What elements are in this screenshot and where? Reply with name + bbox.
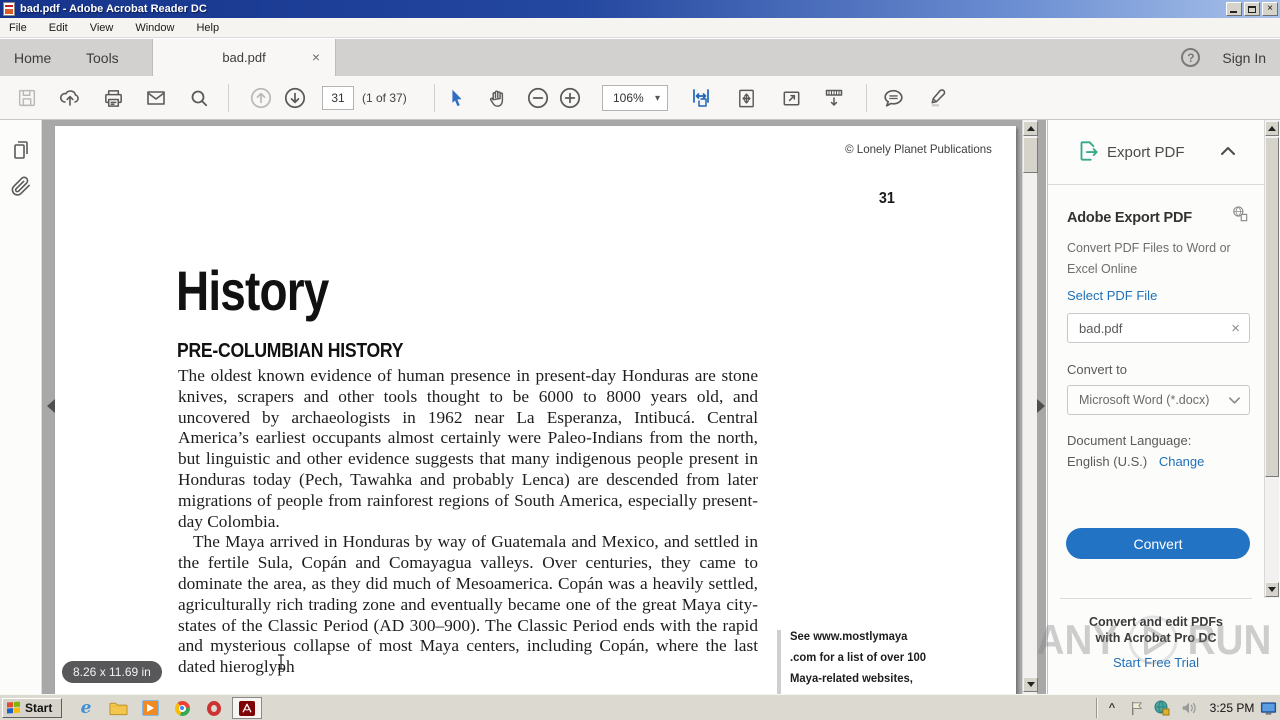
format-value: Microsoft Word (*.docx) [1079,393,1210,407]
zoom-level-dropdown[interactable] [602,85,668,111]
language-flag-icon[interactable] [1126,699,1146,717]
next-page-icon[interactable] [282,85,308,111]
tab-document[interactable] [152,39,336,76]
menu-help[interactable]: Help [196,21,220,34]
scroll-up-button[interactable] [1023,121,1038,136]
previous-page-icon[interactable] [248,85,274,111]
promo-text [1048,614,1264,646]
display-icon[interactable] [1258,699,1278,717]
menu-view[interactable]: View [89,21,114,34]
menu-file[interactable]: File [9,21,27,34]
pdf-page [55,126,1016,694]
print-icon[interactable] [100,85,126,111]
main-toolbar [0,76,1280,120]
arrow-down-icon [1268,587,1276,592]
selected-file-box[interactable] [1067,313,1250,343]
side-note-rule [777,630,781,694]
page-thumbnails-icon[interactable] [9,138,33,162]
pdf-file-icon [3,2,15,16]
printed-page-number: 31 [878,190,895,207]
previous-page-edge-arrow[interactable] [47,399,55,413]
internet-explorer-icon[interactable]: e [80,698,92,718]
zoom-in-icon[interactable] [557,85,583,111]
start-button-label: Start [25,701,53,715]
promo-line: Convert and edit PDFs [1088,615,1224,629]
caret-down-icon: ▾ [654,92,660,104]
menu-window[interactable]: Window [135,21,175,34]
chapter-title: History [176,259,329,322]
document-viewport[interactable] [42,120,1046,694]
promo-divider [1060,598,1252,599]
document-language-label: Document Language: [1067,433,1192,448]
minimize-button[interactable] [1226,2,1242,16]
convert-button[interactable]: Convert [1066,528,1250,559]
adobe-export-pdf-heading: Adobe Export PDF [1067,210,1192,226]
page-count-label: (1 of 37) [362,91,407,105]
body-text [178,366,758,678]
scroll-down-button[interactable] [1265,582,1279,597]
close-button[interactable] [1262,2,1278,16]
page-number-input[interactable]: 31 [322,86,354,110]
paragraph: The Maya arrived in Honduras by way of Guatemala and Mexico, and settled in the fertile Sula, Copán and Comayagua valleys. Over centuries, they came to dominate the area, as they did much of Mesoamerica. Copán was a heavily settled, agriculturally rich trading zone and eventually became one of the great Maya city-states of the Classic Period (AD 300–900). The Classic Period ends with the rapid and mysterious collapse of most Maya centers, including Copán, where the last dated hieroglyph [178,532,758,677]
hand-tool-icon[interactable] [484,85,510,111]
chevron-up-icon[interactable] [1220,146,1236,156]
change-language-link[interactable]: Change [1158,454,1205,469]
zoom-level-value: 106% [613,91,644,105]
window-title: bad.pdf - Adobe Acrobat Reader DC [20,3,207,15]
side-note [777,626,935,694]
chevron-down-icon [1228,396,1241,405]
opera-icon[interactable] [204,699,224,717]
tab-home[interactable]: Home [14,49,52,66]
promo-line: with Acrobat Pro DC [1095,631,1217,645]
side-note-line: See www.mostlymaya [790,629,908,643]
help-icon[interactable]: ? [1181,48,1200,67]
menu-edit[interactable]: Edit [48,21,68,34]
fullscreen-icon[interactable] [778,85,804,111]
remove-file-icon[interactable]: × [1231,319,1240,337]
panel-scrollbar[interactable] [1264,120,1279,598]
hide-icons-chevron[interactable]: ^ [1108,702,1116,714]
watermark-text-left: ANY [1036,616,1119,663]
minimize-icon [1230,11,1237,13]
fit-page-icon[interactable] [733,85,759,111]
clock[interactable]: 3:25 PM [1209,701,1255,715]
tray-separator [1096,698,1098,718]
scrollbar-thumb[interactable] [1023,137,1038,173]
side-note-line: Maya-related websites, [790,671,913,685]
chrome-icon[interactable] [172,699,192,717]
attachments-icon[interactable] [9,175,33,199]
restore-icon [1248,6,1256,13]
online-service-icon [1230,204,1250,224]
arrow-up-icon [1268,126,1276,131]
start-button[interactable] [2,698,62,718]
panel-divider [1048,184,1264,185]
tab-tools[interactable]: Tools [86,49,119,66]
fit-width-icon[interactable] [688,85,714,111]
document-language-value: English (U.S.) [1067,454,1148,469]
acrobat-icon [239,701,255,716]
zoom-out-icon[interactable] [525,85,551,111]
export-subtitle: Convert PDF Files to Word or Excel Online [1067,241,1231,276]
side-note-line: .com for a list of over 100 [790,650,927,664]
page-size-badge: 8.26 x 11.69 in [62,661,162,683]
next-page-edge-arrow[interactable] [1037,399,1045,413]
watermark-text-right: RUN [1187,616,1272,663]
left-sidebar [0,120,42,694]
scroll-up-button[interactable] [1265,121,1279,136]
tab-bar [0,39,1280,76]
toolbar-separator [434,84,435,112]
selection-tool-icon[interactable] [444,85,470,111]
copyright-text: © Lonely Planet Publications [845,142,992,156]
tab-document-label: bad.pdf [222,50,266,65]
text-cursor [276,654,286,670]
export-pdf-panel [1047,120,1280,694]
share-upload-icon[interactable] [57,85,83,111]
volume-icon[interactable] [1178,699,1200,717]
folder-icon[interactable] [108,699,128,717]
select-pdf-file-link[interactable]: Select PDF File [1067,288,1158,303]
tab-close-icon[interactable]: × [311,49,321,65]
selected-file-name: bad.pdf [1079,320,1123,336]
scrolling-mode-icon[interactable] [821,85,847,111]
scroll-down-button[interactable] [1023,677,1038,692]
document-scrollbar[interactable] [1022,120,1037,694]
save-icon[interactable] [14,85,40,111]
arrow-down-icon [1027,682,1035,687]
export-pdf-header[interactable] [1048,120,1264,184]
toolbar-separator [866,84,867,112]
update-icon[interactable] [1152,699,1172,717]
toolbar-separator [228,84,229,112]
restore-button[interactable] [1244,2,1260,16]
export-pdf-icon [1075,138,1101,164]
scrollbar-thumb[interactable] [1265,137,1279,477]
taskbar [0,694,1280,720]
menu-bar [0,18,1280,38]
paragraph: The oldest known evidence of human presence in present-day Honduras are stone knives, scrapers and other tools thought to be 6000 to 8000 years old, and uncovered by archaeologists in 1962 near La Esperanza, Intibucá. Central America’s earliest occupants almost certainly were Paleo-Indians from the north, but linguistic and other evidence suggests that many indigenous people present in Honduras today (Pech, Tawahka and probably Lenca) are descended from later migrations of people from rainforest regions of South America, especially present-day Colombia. [178,366,758,531]
comment-icon[interactable] [880,85,906,111]
convert-to-label: Convert to [1067,362,1127,377]
search-icon[interactable] [186,85,212,111]
close-icon: × [1267,3,1273,14]
sign-in-button[interactable]: Sign In [1222,49,1266,66]
export-pdf-title: Export PDF [1107,144,1185,161]
format-dropdown[interactable] [1067,385,1250,415]
arrow-up-icon [1027,126,1035,131]
acrobat-taskbar-button[interactable] [232,697,262,719]
section-heading: PRE-COLUMBIAN HISTORY [177,340,404,362]
email-icon[interactable] [143,85,169,111]
media-player-icon[interactable] [140,699,160,717]
highlight-icon[interactable] [924,85,950,111]
start-free-trial-link[interactable]: Start Free Trial [1113,655,1199,670]
title-bar [0,0,1280,18]
windows-logo-icon [7,702,21,715]
